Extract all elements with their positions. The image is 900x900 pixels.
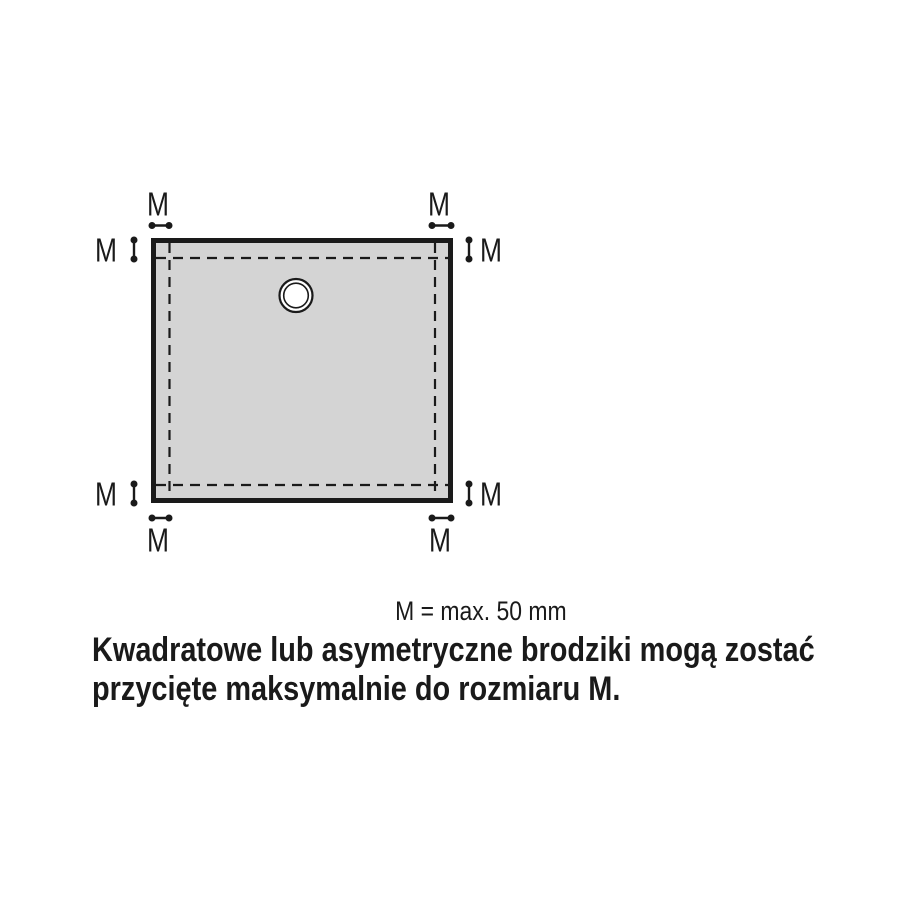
dimension-label-top-left: M xyxy=(147,185,169,223)
description-line-2: przycięte maksymalnie do rozmiaru M. xyxy=(92,670,621,708)
dimension-marker-right-top xyxy=(466,237,473,263)
description-line-1: Kwadratowe lub asymetryczne brodziki mogą zostać xyxy=(92,631,815,669)
dimension-formula: M = max. 50 mm xyxy=(395,596,567,626)
dimension-label-bottom-right: M xyxy=(429,521,451,559)
dimension-label-top-right: M xyxy=(428,185,450,223)
dimension-label-left-bottom: M xyxy=(95,475,117,513)
formula-row xyxy=(0,596,900,627)
dimension-marker-left-bottom xyxy=(131,481,138,507)
dimension-marker-top-right xyxy=(429,222,455,229)
dimension-label-right-top: M xyxy=(480,231,502,269)
dimension-label-left-top: M xyxy=(95,231,117,269)
dimension-label-right-bottom: M xyxy=(480,475,502,513)
dimension-marker-bottom-left xyxy=(149,515,173,522)
dimension-marker-top-left xyxy=(149,222,173,229)
dimension-marker-left-top xyxy=(131,237,138,263)
dimension-label-bottom-left: M xyxy=(147,521,169,559)
dimension-marker-right-bottom xyxy=(466,481,473,507)
dimension-marker-bottom-right xyxy=(429,515,455,522)
drain-icon xyxy=(280,279,313,312)
description-caption xyxy=(92,631,900,709)
